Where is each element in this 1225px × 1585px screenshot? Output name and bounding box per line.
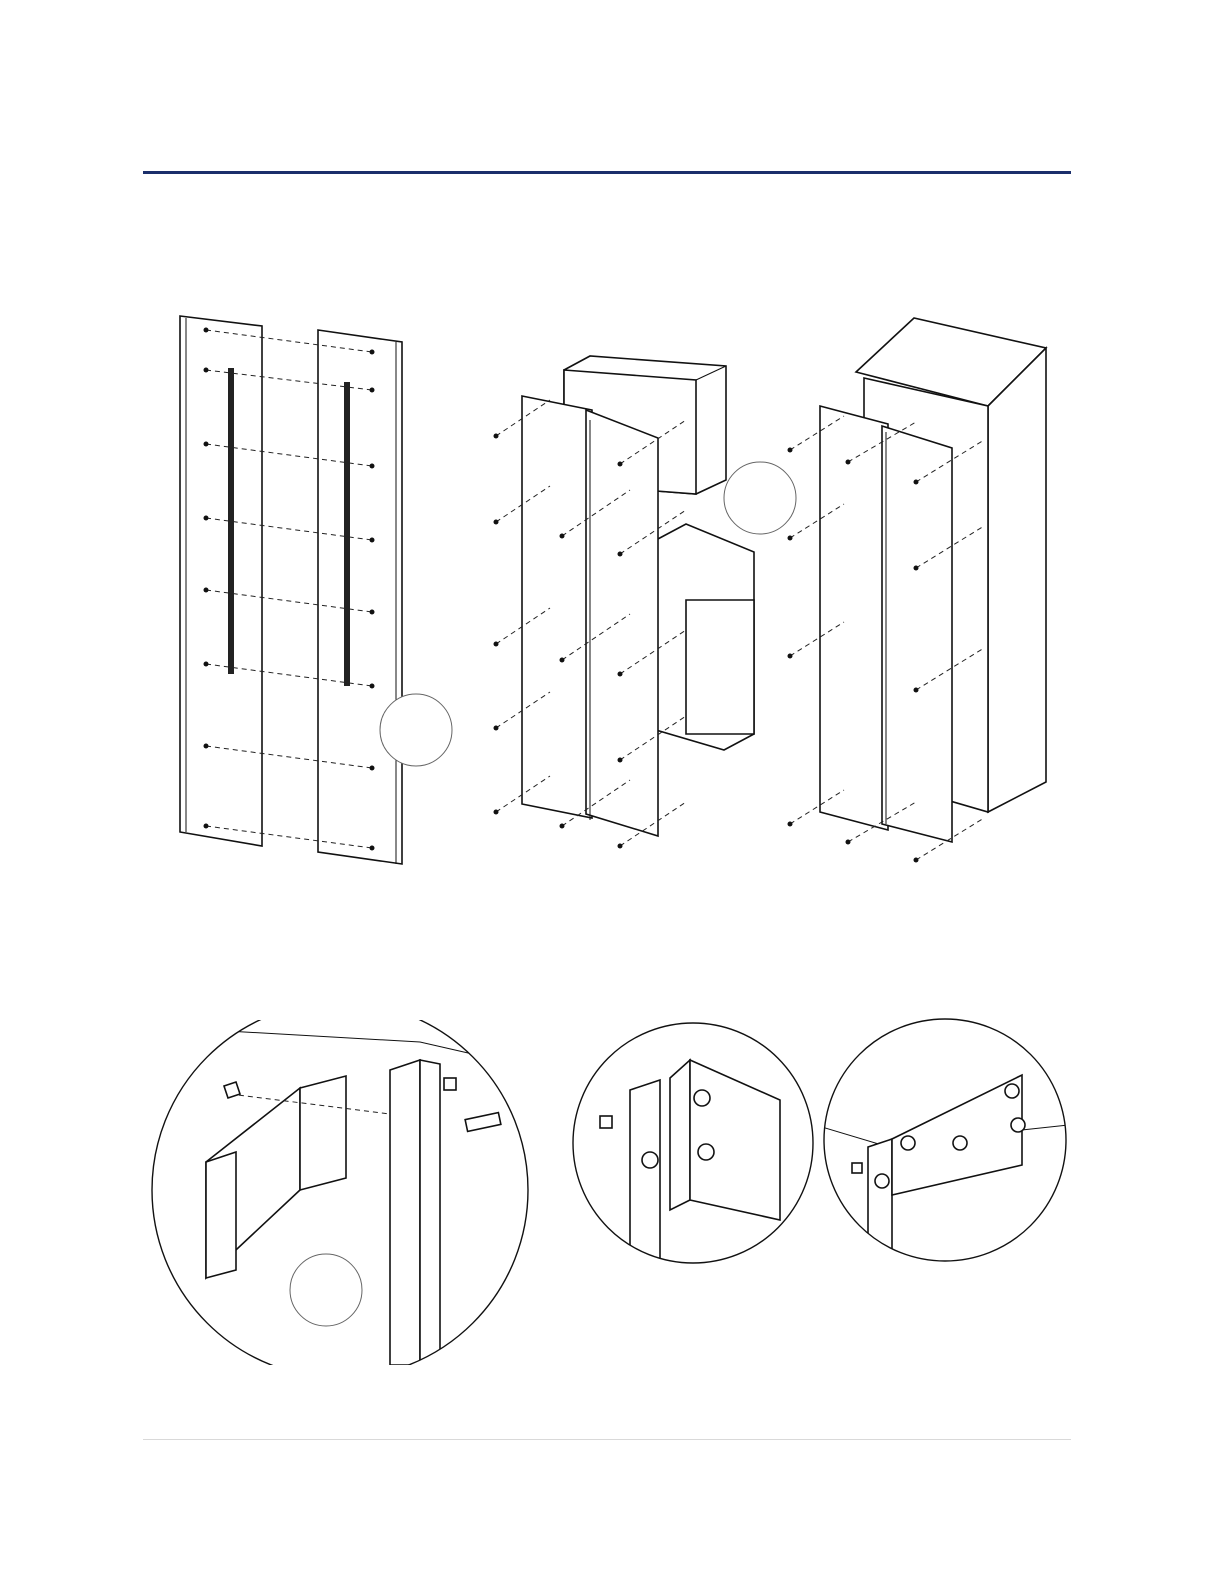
cabinet-stacking-diagram [490, 330, 810, 860]
bracket-corner-detail-diagram [570, 1020, 816, 1266]
assembled-cabinet-diagram [780, 312, 1060, 872]
bracket-installed-detail-diagram [822, 1015, 1068, 1265]
footer-rule [143, 1439, 1071, 1440]
bracket-detail-diagram [150, 1020, 530, 1365]
header-rule [143, 171, 1071, 174]
side-panels-diagram [170, 312, 470, 872]
